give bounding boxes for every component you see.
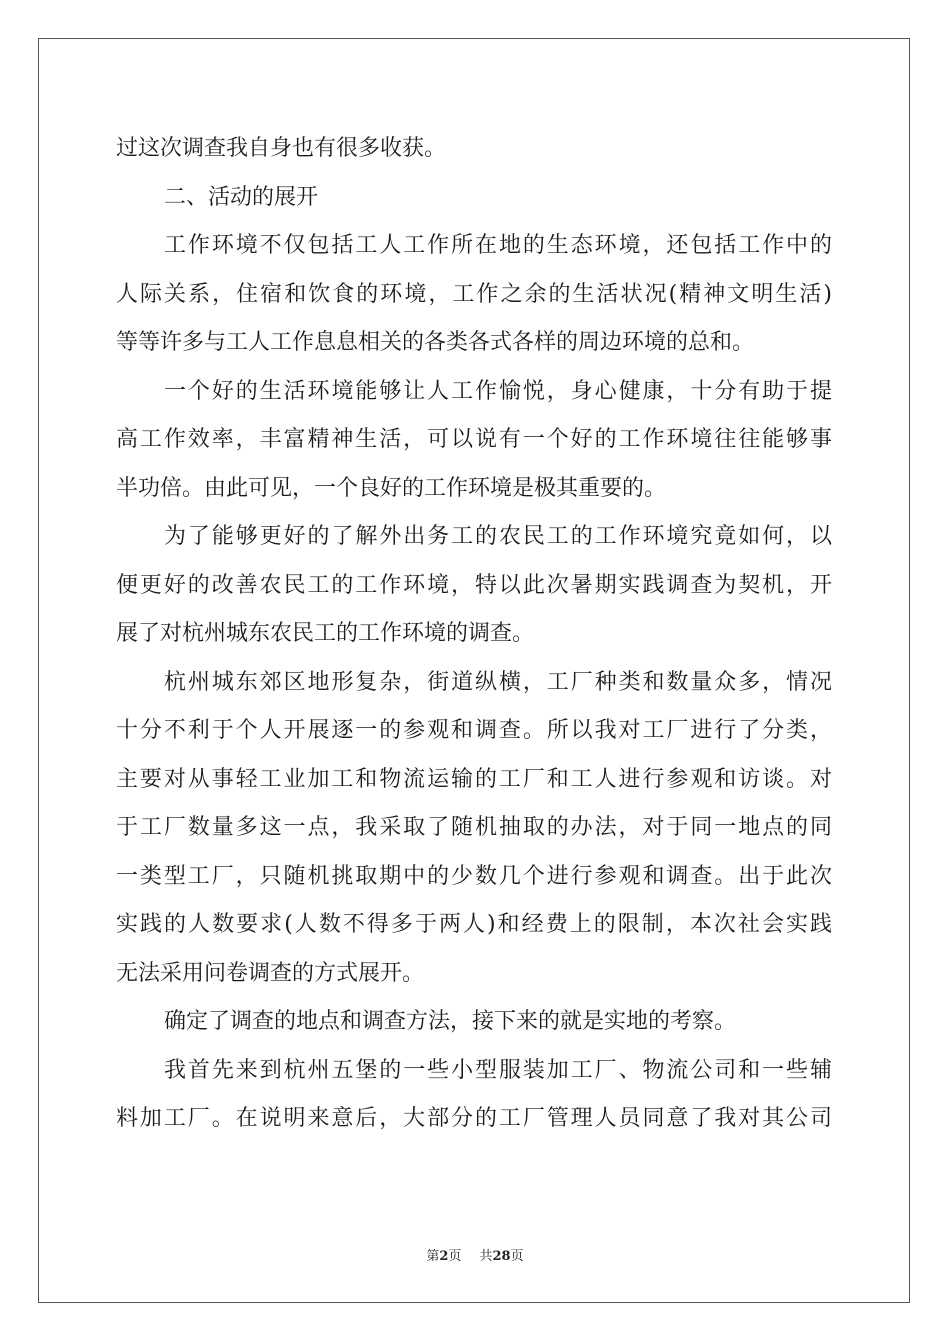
text-line: 半功倍。由此可见，一个良好的工作环境是极其重要的。 bbox=[116, 475, 667, 501]
page-prefix: 第 bbox=[426, 1249, 440, 1264]
text-line: 一个好的生活环境能够让人工作愉悦，身心健康，十分有助于提 bbox=[164, 378, 832, 404]
text-line: 一类型工厂，只随机挑取期中的少数几个进行参观和调查。出于此次 bbox=[116, 863, 832, 889]
total-prefix: 共 bbox=[479, 1249, 493, 1264]
text-line: 确定了调查的地点和调查方法，接下来的就是实地的考察。 bbox=[164, 1009, 737, 1034]
text-line: 主要对从事轻工业加工和物流运输的工厂和工人进行参观和访谈。对 bbox=[116, 766, 832, 792]
page-footer bbox=[0, 1245, 950, 1264]
text-line: 过这次调查我自身也有很多收获。 bbox=[116, 136, 447, 161]
page-suffix: 页 bbox=[448, 1249, 462, 1264]
total-suffix: 页 bbox=[510, 1249, 524, 1264]
text-line: 无法采用问卷调查的方式展开。 bbox=[116, 960, 425, 986]
text-line: 便更好的改善农民工的工作环境，特以此次暑期实践调查为契机，开 bbox=[116, 572, 832, 598]
document-body bbox=[116, 125, 832, 1144]
total-pages: 28 bbox=[492, 1249, 511, 1264]
text-line: 杭州城东郊区地形复杂，街道纵横，工厂种类和数量众多，情况 bbox=[164, 669, 832, 695]
text-line: 展了对杭州城东农民工的工作环境的调查。 bbox=[116, 621, 535, 646]
text-line: 等等许多与工人工作息息相关的各类各式各样的周边环境的总和。 bbox=[116, 330, 755, 355]
text-line: 为了能够更好的了解外出务工的农民工的工作环境究竟如何，以 bbox=[164, 524, 832, 549]
text-line: 我首先来到杭州五堡的一些小型服装加工厂、物流公司和一些辅 bbox=[164, 1057, 832, 1083]
text-line: 十分不利于个人开展逐一的参观和调查。所以我对工厂进行了分类， bbox=[116, 718, 832, 743]
text-line: 料加工厂。在说明来意后，大部分的工厂管理人员同意了我对其公司 bbox=[116, 1106, 832, 1131]
text-line: 人际关系，住宿和饮食的环境，工作之余的生活状况(精神文明生活) bbox=[116, 281, 832, 307]
text-line: 于工厂数量多这一点，我采取了随机抽取的办法，对于同一地点的同 bbox=[116, 815, 832, 840]
text-line: 高工作效率，丰富精神生活，可以说有一个好的工作环境往往能够事 bbox=[116, 427, 832, 452]
page-number: 2 bbox=[439, 1249, 449, 1264]
text-line: 工作环境不仅包括工人工作所在地的生态环境，还包括工作中的 bbox=[164, 233, 832, 258]
text-line: 二、活动的展开 bbox=[164, 184, 319, 210]
text-line: 实践的人数要求(人数不得多于两人)和经费上的限制，本次社会实践 bbox=[116, 912, 832, 937]
